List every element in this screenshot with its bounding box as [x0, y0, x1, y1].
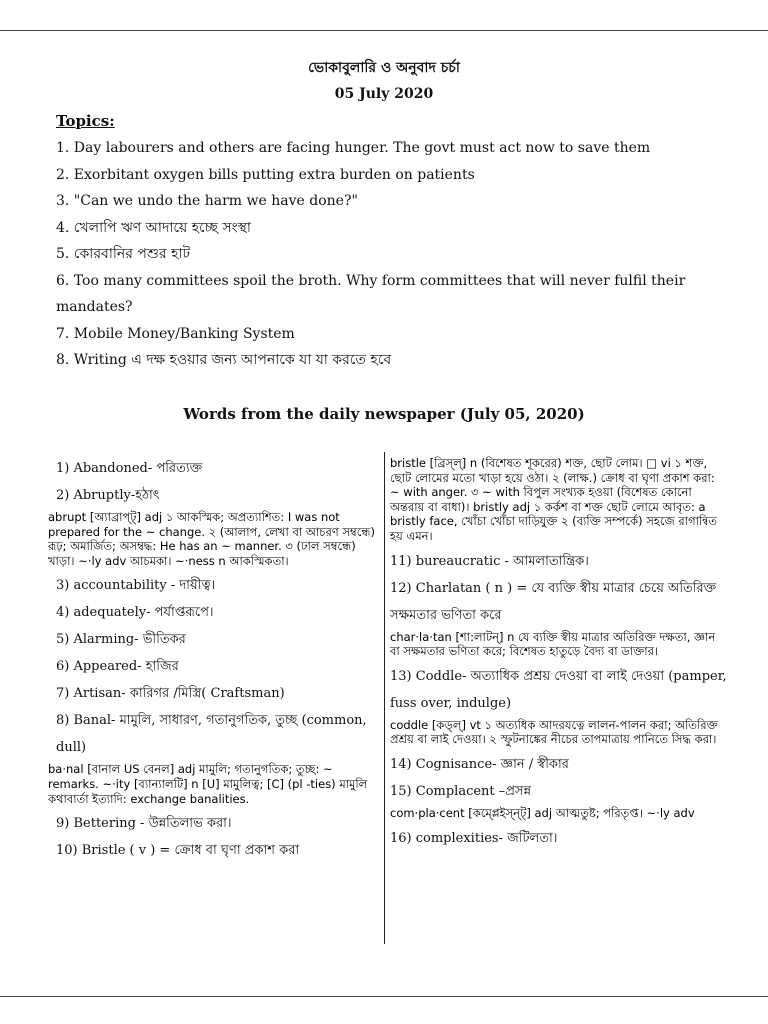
vocab-entry: 10) Bristle ( v ) = ক্রোধ বা ঘৃণা প্রকাশ করা [56, 843, 300, 859]
vocab-entry: 6) Appeared- হাজির [56, 659, 179, 675]
vocab-entry: 1) Abandoned- পরিত্যক্ত [56, 461, 203, 476]
vocab-entry: 14) Cognisance- জ্ঞান / স্বীকার [390, 756, 569, 772]
vocab-entry: 13) Coddle- অত্যাধিক প্রশ্রয় দেওয়া বা লাই দেওয়া (pamper, fuss over, indulge) [390, 668, 727, 711]
dictionary-clip-abrupt [48, 510, 376, 568]
topic-item: 7. Mobile Money/Banking System [56, 325, 295, 342]
vocab-entry: 2) Abruptly-হঠাৎ [56, 488, 160, 503]
dictionary-clip-banal [48, 762, 376, 806]
left-column [48, 455, 375, 864]
words-heading: Words from the daily newspaper (July 05, 2020) [183, 405, 585, 423]
topic-item: 6. Too many committees spoil the broth. Why form committees that will never fulfil their mandates? [56, 272, 686, 315]
dictionary-text: coddle [কড্ল্] vt ১ অত্যধিক আদরযত্নে লালন-পালন করা; অতিরিক্ত প্রশ্রয় বা লাই দেওয়া। ২ স্ফুটনাঙ্কের নীচের তাপমাত্রায় পানিতে সিদ্ধ করা। [390, 717, 718, 747]
top-rule [0, 30, 768, 31]
dictionary-text: char·la·tan [শা:লাটন্] n যে ব্যক্তি স্বীয় মাত্রার অতিরিক্ত দক্ষতা, জ্ঞান বা সক্ষমতার ভণিতা করে; বিশেষত হাতুড়ে বৈদ্য বা ডাক্তার। [390, 629, 716, 659]
dictionary-clip-coddle [390, 718, 728, 747]
topics-list [56, 135, 716, 374]
vocab-entry: 11) bureaucratic - আমলাতান্ত্রিক। [390, 553, 589, 569]
topic-item: 1. Day labourers and others are facing hunger. The govt must act now to save them [56, 140, 651, 156]
topic-item: 4. খেলাপি ঋণ আদায়ে হচ্ছে সংস্থা [56, 219, 251, 236]
topic-item: 5. কোরবানির পশুর হাট [56, 246, 191, 262]
vocab-entry: 7) Artisan- কারিগর /মিস্ত্রি( Craftsman) [56, 686, 285, 702]
dictionary-text: ba·nal [বানাল US বেনল] adj মামুলি; গতানুগতিক; তুচ্ছ: ~ remarks. ~·ity [ব্যান্যালটি] n [U] মামুলিত্ব; [C] (pl -ties) মামুলি কথাবার্তা ইত্যাদি: exchange banalities. [48, 762, 368, 806]
column-divider [384, 452, 385, 944]
right-column [390, 455, 728, 852]
vocab-entry: 12) Charlatan ( n ) = যে ব্যক্তি স্বীয় মাত্রার চেয়ে অতিরিক্ত সক্ষমতার ভণিতা করে [390, 580, 717, 623]
topics-label: Topics: [56, 112, 115, 130]
vocab-entry: 16) complexities- জটিলতা। [390, 830, 558, 846]
vocab-entry: 3) accountability - দায়ীত্ব। [56, 578, 216, 594]
dictionary-clip-charlatan [390, 630, 728, 659]
dictionary-text: abrupt [অ্যাব্রাপ্ট্] adj ১ আকস্মিক; অপ্রত্যাশিত: I was not prepared for the ~ change. ২ (আলাপ, লেখা বা আচরণ সম্বন্ধে) রূঢ়; অমার্জিত; অসম্বদ্ধ: He has an ~ manner. ৩ (ঢাল সম্বন্ধে) খাড়া। ~·ly adv আচমকা। ~·ness n আকস্মিকতা। [48, 510, 375, 568]
dictionary-text: bristle [ব্রিস্ল্] n (বিশেষত শূকরের) শক্ত, ছোট লোম। □ vi ১ শক্ত, ছোট লোমের মতো খাড়া হয়ে ওঠা। ২ (লাক্ষ.) ক্রোধ বা ঘৃণা প্রকাশ করা: ~ with anger. ৩ ~ with বিপুল সংখ্যক হওয়া (বিশেষত কোনো অন্তরায় বা বাধা)। bristly adj ১ কর্কশ বা শক্ত ছোট লোমে আবৃত: a bristly face, খোঁচা খোঁচা দাড়িযুক্ত ২ (ব্যক্তি সম্পর্কে) সহজে রাগান্বিত হয় এমন। [390, 456, 717, 543]
topic-item: 8. Writing এ দক্ষ হওয়ার জন্য আপনাকে যা যা করতে হবে [56, 352, 392, 368]
dictionary-clip-bristle [390, 456, 728, 544]
dictionary-clip-complacent [390, 806, 728, 821]
page-title: ভোকাবুলারি ও অনুবাদ চর্চা [308, 60, 460, 76]
page-date: 05 July 2020 [334, 86, 434, 102]
vocab-entry: 9) Bettering - উন্নতিলাভ করা। [56, 816, 232, 832]
vocab-entry: 15) Complacent –প্রসন্ন [390, 783, 531, 799]
vocab-entry: 4) adequately- পর্যাপ্তরূপে। [56, 605, 214, 621]
vocab-entry: 8) Banal- মামুলি, সাধারণ, গতানুগতিক, তুচ্ছ (common, dull) [56, 713, 367, 756]
bottom-rule [0, 996, 768, 997]
dictionary-text: com·pla·cent [কম্প্লেইস্‌ন্ট্] adj আত্মতুষ্ট; পরিতৃপ্ত। ~·ly adv [390, 805, 695, 820]
topic-item: 3. "Can we undo the harm we have done?" [56, 193, 358, 209]
topic-item: 2. Exorbitant oxygen bills putting extra burden on patients [56, 166, 475, 183]
vocab-entry: 5) Alarming- ভীতিকর [56, 632, 186, 648]
